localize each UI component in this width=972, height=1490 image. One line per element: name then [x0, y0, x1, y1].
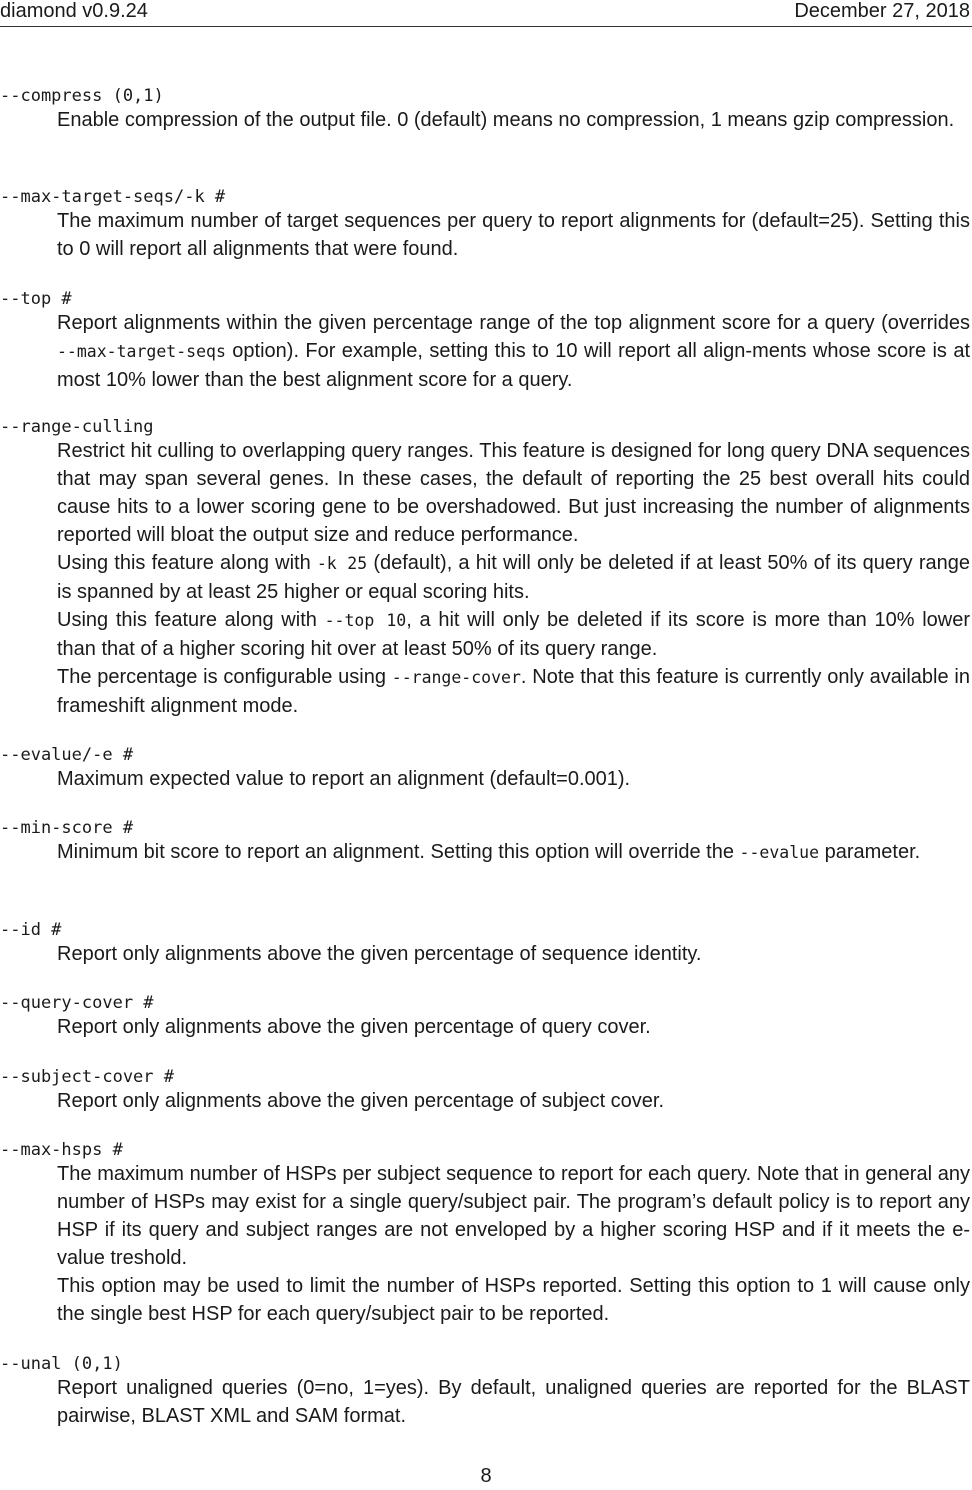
option-entry [0, 1140, 972, 1328]
description-paragraph [57, 1374, 970, 1430]
description-paragraph [57, 1272, 970, 1328]
description-paragraph [57, 940, 970, 968]
header-date: December 27, 2018 [794, 0, 970, 22]
option-description [57, 437, 970, 720]
option-description [57, 1087, 970, 1115]
description-paragraph [57, 437, 970, 549]
inline-code: --max-target-seqs [57, 342, 226, 361]
option-entry [0, 417, 972, 720]
option-name: --compress (0,1) [0, 86, 164, 106]
description-text: . Note that this feature is currently only available in frameshift alignment mode. [57, 666, 970, 717]
description-text: Using this feature along with [57, 552, 317, 574]
option-entry [0, 86, 972, 134]
inline-code: --range-cover [391, 668, 521, 687]
description-paragraph [57, 1013, 970, 1041]
option-name: --min-score # [0, 818, 134, 838]
description-text: Minimum bit score to report an alignment. Setting this option will override the [57, 841, 740, 863]
description-text: The maximum number of target sequences per query to report alignments for (default=25). Setting this to 0 will report all alignments that were found. [57, 210, 970, 260]
description-paragraph [57, 663, 970, 720]
description-paragraph [57, 309, 970, 394]
description-text: Maximum expected value to report an alignment (default=0.001). [57, 768, 631, 790]
option-description [57, 1013, 970, 1041]
option-entry [0, 1354, 972, 1430]
option-name: --range-culling [0, 417, 154, 437]
option-entry [0, 187, 972, 263]
option-entry [0, 818, 972, 867]
option-name: --evalue/-e # [0, 745, 134, 765]
description-paragraph [57, 838, 970, 867]
description-text: Enable compression of the output file. 0 (default) means no compression, 1 means gzip compression. [57, 109, 955, 131]
option-description [57, 207, 970, 263]
header-title: diamond v0.9.24 [0, 0, 148, 22]
description-paragraph [57, 1160, 970, 1272]
description-text: The maximum number of HSPs per subject sequence to report for each query. Note that in general any number of HSPs may exist for a single query/subject pair. The program’s default policy is to report any HSP if its query and subject ranges are not enveloped by a higher scoring HSP and if it meets the e-value treshold. [57, 1163, 970, 1269]
option-description [57, 838, 970, 867]
option-description [57, 106, 970, 134]
description-paragraph [57, 207, 970, 263]
option-entry [0, 1067, 972, 1115]
option-name: --subject-cover # [0, 1067, 174, 1087]
page-header [0, 0, 972, 27]
description-text: This option may be used to limit the number of HSPs reported. Setting this option to 1 will cause only the single best HSP for each query/subject pair to be reported. [57, 1275, 970, 1325]
option-name: --query-cover # [0, 993, 154, 1013]
option-description [57, 940, 970, 968]
option-entry [0, 745, 972, 793]
option-name: --top # [0, 289, 72, 309]
description-text: Report only alignments above the given percentage of subject cover. [57, 1090, 665, 1112]
option-name: --max-target-seqs/-k # [0, 187, 226, 207]
description-text: Report only alignments above the given percentage of sequence identity. [57, 943, 702, 965]
description-text: Report unaligned queries (0=no, 1=yes). By default, unaligned queries are reported for the BLAST pairwise, BLAST XML and SAM format. [57, 1377, 970, 1427]
description-text: , a hit will only be deleted if its score is more than 10% lower than that of a higher scoring hit over at least 50% of its query range. [57, 609, 970, 660]
option-entry [0, 289, 972, 394]
inline-code: --evalue [739, 843, 820, 862]
option-entry [0, 993, 972, 1041]
description-text: Using this feature along with [57, 609, 325, 631]
description-text: (default), a hit will only be deleted if at least 50% of its query range is spanned by at least 25 higher or equal scoring hits. [57, 552, 970, 603]
page-number: 8 [480, 1465, 492, 1487]
description-text: Restrict hit culling to overlapping query ranges. This feature is designed for long query DNA sequences that may span several genes. In these cases, the default of reporting the 25 best overall hits could cause hits to a lower scoring gene to be overshadowed. But just increasing the number of alignments reported will bloat the output size and reduce performance. [57, 440, 970, 546]
inline-code: --top 10 [324, 611, 407, 630]
option-name: --unal (0,1) [0, 1354, 123, 1374]
description-text: The percentage is configurable using [57, 666, 392, 688]
option-entry [0, 920, 972, 968]
description-text: option). For example, setting this to 10 will report all align-ments whose score is at most 10% lower than the best alignment score for a query. [57, 340, 970, 391]
description-paragraph [57, 1087, 970, 1115]
inline-code: -k 25 [316, 554, 368, 573]
option-description [57, 1160, 970, 1328]
description-text: Report alignments within the given percentage range of the top alignment score for a query (overrides [57, 312, 970, 334]
option-name: --max-hsps # [0, 1140, 123, 1160]
option-description [57, 309, 970, 394]
description-paragraph [57, 606, 970, 663]
description-paragraph [57, 106, 970, 134]
description-text: parameter. [819, 841, 921, 863]
option-description [57, 765, 970, 793]
option-name: --id # [0, 920, 62, 940]
option-description [57, 1374, 970, 1430]
description-paragraph [57, 549, 970, 606]
description-text: Report only alignments above the given percentage of query cover. [57, 1016, 651, 1038]
description-paragraph [57, 765, 970, 793]
